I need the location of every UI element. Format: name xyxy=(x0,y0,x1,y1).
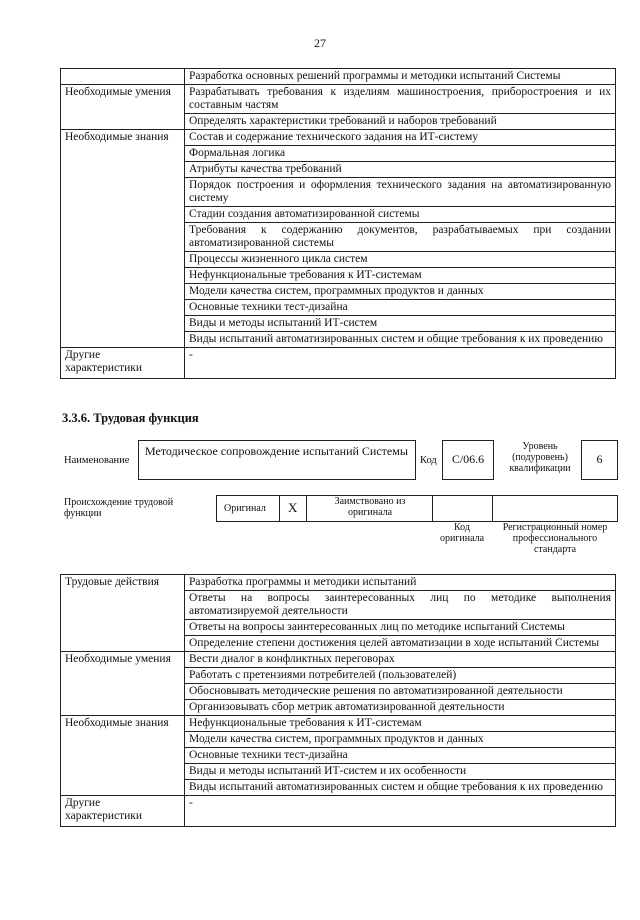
row-label: Трудовые действия xyxy=(61,575,185,652)
table-cell: Организовывать сбор метрик автоматизированной деятельности xyxy=(185,700,616,716)
table-cell: Модели качества систем, программных продуктов и данных xyxy=(185,284,616,300)
reg-number-label: Регистрационный номер профессионального стандарта xyxy=(502,522,608,555)
level-label: Уровень (подуровень) квалификации xyxy=(509,441,571,474)
row-label: Необходимые знания xyxy=(61,130,185,348)
code-box xyxy=(442,440,494,480)
table-cell: Стадии создания автоматизированной системы xyxy=(185,207,616,223)
table-cell: Разработка основных решений программы и методики испытаний Системы xyxy=(185,69,616,85)
origin-label: Происхождение трудовой функции xyxy=(64,497,174,519)
function-code: С/06.6 xyxy=(451,452,485,466)
code-original-label: Код оригинала xyxy=(439,522,485,544)
level-box xyxy=(581,440,618,480)
table-cell: Основные техники тест-дизайна xyxy=(185,300,616,316)
row-label: Необходимые знания xyxy=(61,716,185,796)
row-label: Необходимые умения xyxy=(61,85,185,130)
original-label: Оригинал xyxy=(224,503,266,514)
table-cell: Порядок построения и оформления технического задания на автоматизированную систему xyxy=(185,178,616,207)
table-cell: Вести диалог в конфликтных переговорах xyxy=(185,652,616,668)
origin-divider xyxy=(432,495,433,521)
competency-table-1 xyxy=(60,68,616,379)
table-cell: Требования к содержанию документов, разрабатываемых при создании автоматизированной системы xyxy=(185,223,616,252)
original-mark: X xyxy=(288,500,298,515)
origin-divider xyxy=(306,495,307,521)
origin-divider xyxy=(279,495,280,521)
table-cell: Атрибуты качества требований xyxy=(185,162,616,178)
competency-table-2 xyxy=(60,574,616,827)
level-value: 6 xyxy=(596,452,603,466)
table-cell: Обосновывать методические решения по автоматизированной деятельности xyxy=(185,684,616,700)
origin-divider xyxy=(492,495,493,521)
table-cell: Виды и методы испытаний ИТ-систем и их особенности xyxy=(185,764,616,780)
code-label: Код xyxy=(420,455,437,466)
table-cell: Нефункциональные требования к ИТ-системам xyxy=(185,716,616,732)
name-label: Наименование xyxy=(64,455,130,466)
row-label: Необходимые умения xyxy=(61,652,185,716)
row-label xyxy=(61,69,185,85)
table-cell: Виды испытаний автоматизированных систем и общие требования к их проведению xyxy=(185,332,616,348)
table-cell: - xyxy=(185,796,616,827)
table-row xyxy=(61,348,616,379)
table-row xyxy=(61,796,616,827)
borrowed-label: Заимствовано из оригинала xyxy=(334,496,406,518)
table-cell: Определять характеристики требований и наборов требований xyxy=(185,114,616,130)
function-name: Методическое сопровождение испытаний Системы xyxy=(145,444,408,458)
table-row xyxy=(61,85,616,114)
table-cell: Работать с претензиями потребителей (пользователей) xyxy=(185,668,616,684)
table-cell: Виды испытаний автоматизированных систем и общие требования к их проведению xyxy=(185,780,616,796)
table-cell: Определение степени достижения целей автоматизации в ходе испытаний Системы xyxy=(185,636,616,652)
page-number: 27 xyxy=(314,36,326,50)
row-label: Другие характеристики xyxy=(61,796,185,827)
table-cell: Нефункциональные требования к ИТ-системам xyxy=(185,268,616,284)
table-cell: Формальная логика xyxy=(185,146,616,162)
table-row xyxy=(61,575,616,591)
table-cell: Разработка программы и методики испытаний xyxy=(185,575,616,591)
section-heading: 3.3.6. Трудовая функция xyxy=(62,411,199,425)
table-cell: Состав и содержание технического задания на ИТ-систему xyxy=(185,130,616,146)
table-row xyxy=(61,130,616,146)
row-label: Другие характеристики xyxy=(61,348,185,379)
table-cell: - xyxy=(185,348,616,379)
table-cell: Ответы на вопросы заинтересованных лиц по методике выполнения автоматизируемой деятельности xyxy=(185,591,616,620)
table-row xyxy=(61,652,616,668)
table-cell: Разрабатывать требования к изделиям машиностроения, приборостроения и их составным частям xyxy=(185,85,616,114)
name-value-box xyxy=(138,440,416,480)
table-cell: Ответы на вопросы заинтересованных лиц по методике испытаний Системы xyxy=(185,620,616,636)
table-row xyxy=(61,69,616,85)
table-cell: Модели качества систем, программных продуктов и данных xyxy=(185,732,616,748)
table-cell: Процессы жизненного цикла систем xyxy=(185,252,616,268)
table-row xyxy=(61,716,616,732)
table-cell: Основные техники тест-дизайна xyxy=(185,748,616,764)
table-cell: Виды и методы испытаний ИТ-систем xyxy=(185,316,616,332)
